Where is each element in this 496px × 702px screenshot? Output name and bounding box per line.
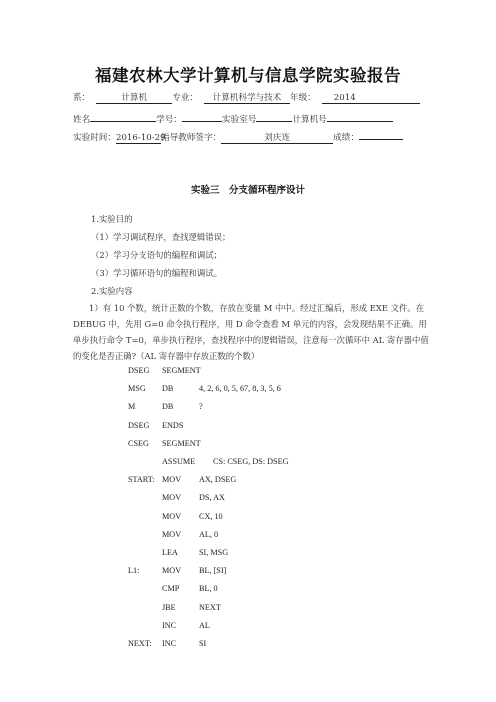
code-operands: SI, MSG <box>199 548 229 557</box>
major-label: 专业： <box>172 93 198 103</box>
code-mnemonic: MOV <box>162 493 182 503</box>
info-row-time <box>73 128 403 144</box>
name-field <box>90 110 156 122</box>
code-label: DSEG <box>128 420 150 430</box>
code-mnemonic: ENDS <box>162 420 184 430</box>
score-field <box>359 128 403 140</box>
code-label: MSG <box>128 384 146 394</box>
code-mnemonic: MOV <box>162 566 182 576</box>
code-operands: 4, 2, 6, 0, 5, 67, 8, 3, 5, 6 <box>199 384 281 394</box>
code-operands: ? <box>199 402 203 412</box>
code-mnemonic: CMP <box>162 584 180 594</box>
experiment-heading: 实验三 分支循环程序设计 <box>190 185 305 196</box>
purpose-item: （2）学习分支语句的编程和调试； <box>91 250 222 260</box>
report-title: 福建农林大学计算机与信息学院实验报告 <box>95 66 401 85</box>
lab-room-field <box>256 110 292 122</box>
grade-label: 年级： <box>290 93 316 103</box>
teacher-field: 刘庆连 <box>221 132 333 144</box>
section-content-title: 2.实验内容 <box>91 286 133 296</box>
code-mnemonic: ASSUME <box>162 457 196 466</box>
department-label: 系： <box>73 93 91 103</box>
code-operands: AX, DSEG <box>199 475 237 485</box>
student-id-field <box>182 110 222 122</box>
major-field: 计算机科学与技术 <box>204 92 290 104</box>
computer-no-field <box>327 110 393 122</box>
code-mnemonic: INC <box>162 639 177 648</box>
code-operands: BL, [SI] <box>199 566 227 576</box>
code-operands: CS: CSEG, DS: DSEG <box>213 457 289 466</box>
code-operands: SI <box>199 639 207 648</box>
teacher-label: 指导教师签字： <box>160 133 222 143</box>
info-row-student <box>73 110 393 126</box>
time-field: 2016-10-29 <box>115 133 166 143</box>
code-label: L1: <box>128 566 140 576</box>
code-mnemonic: SEGMENT <box>162 366 201 375</box>
code-mnemonic: SEGMENT <box>162 438 201 448</box>
code-mnemonic: MOV <box>162 475 182 485</box>
name-label: 姓名 <box>73 115 91 125</box>
code-operands: AL, 0 <box>199 529 219 539</box>
code-label: DSEG <box>128 366 150 375</box>
computer-no-label: 计算机号 <box>292 115 327 125</box>
code-label: M <box>128 402 136 412</box>
section-purpose-title: 1.实验目的 <box>91 214 133 224</box>
task-description: 1）有 10 个数，统计正数的个数，存放在变量 M 中中。经过汇编后，形成 EXE 文件。在 DEBUG 中，先用 G=0 命令执行程序，用 D 命令查看 M 单元的内容，会发现结果不正确。用单步执行命令 T=0，单步执行程序，查找程序中的逻辑错误，注意每一次循环中 AL 寄存器中值的变化是否正确?（AL 寄存器中存放正数的个数） <box>73 303 429 361</box>
code-operands: AL <box>199 620 210 630</box>
code-operands: DS, AX <box>199 493 225 503</box>
code-mnemonic: MOV <box>162 511 182 521</box>
code-label: CSEG <box>128 438 149 448</box>
code-operands: BL, 0 <box>199 584 218 594</box>
code-mnemonic: LEA <box>162 548 178 557</box>
code-mnemonic: DB <box>162 384 174 394</box>
code-mnemonic: MOV <box>162 529 182 539</box>
code-mnemonic: JBE <box>162 602 176 612</box>
code-label: NEXT: <box>128 639 152 648</box>
grade-field: 2014 <box>322 92 420 104</box>
student-id-label: 学号： <box>156 115 182 125</box>
purpose-item: （1）学习调试程序，查找逻辑错误； <box>91 232 231 242</box>
code-mnemonic: DB <box>162 402 174 412</box>
purpose-item: （3）学习循环语句的编程和调试。 <box>91 268 222 278</box>
time-label: 实验时间： <box>73 133 116 143</box>
lab-room-label: 实验室号 <box>222 115 257 125</box>
code-operands: NEXT <box>199 602 221 612</box>
code-operands: CX, 10 <box>199 511 223 521</box>
code-mnemonic: INC <box>162 620 177 630</box>
info-row-department <box>73 92 420 104</box>
department-field: 计算机 <box>96 92 172 104</box>
score-label: 成绩： <box>333 133 359 143</box>
code-label: START: <box>128 475 155 485</box>
